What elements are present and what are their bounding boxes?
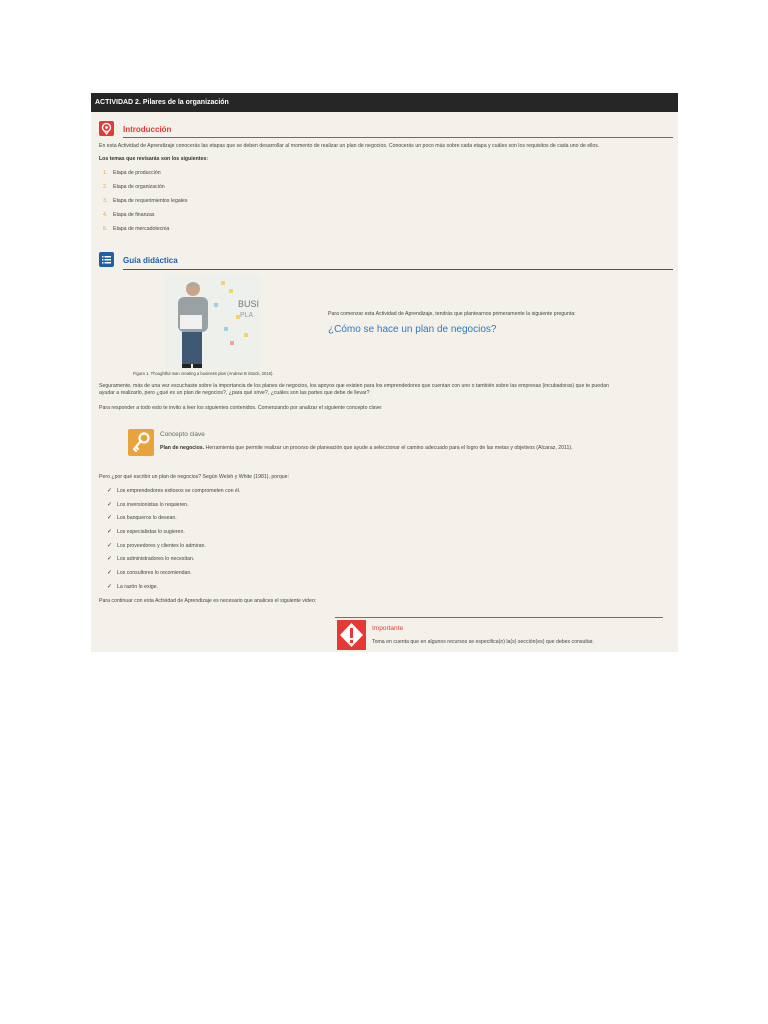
intro-divider: [123, 137, 673, 138]
topic-item: 1. Etapa de producción: [103, 170, 161, 176]
check-icon: ✓: [107, 570, 113, 576]
important-text: Toma en cuenta que en algunos recursos se especifica(n) la(s) sección(es) que debes consultar.: [372, 639, 594, 645]
activity-title-bar: ACTIVIDAD 2. Pilares de la organización: [91, 93, 678, 112]
check-icon: ✓: [107, 556, 113, 562]
figure-caption: Figura 1. Thoughtful man creating a business plan (Andrew B iStock, 2016).: [133, 371, 274, 376]
business-plan-photo: [166, 275, 261, 370]
reason-item: ✓ Los emprendedores exitosos se comprometen con él.: [107, 488, 241, 494]
topic-item: 4. Etapa de finanzas: [103, 212, 155, 218]
guide-divider: [123, 269, 673, 270]
reason-item: ✓ Los inversionistas lo requieren.: [107, 502, 189, 508]
check-icon: ✓: [107, 529, 113, 535]
reason-item: ✓ Los banqueros lo desean.: [107, 515, 177, 521]
important-divider: [335, 617, 663, 618]
importance-paragraph-line2: ayudar a realizarlo, pero ¿qué es un plan de negocios?, ¿para qué sirve?, ¿cuáles son las partes que debe de llevar?: [99, 390, 370, 396]
question-intro: Para comenzar esta Actividad de Aprendizaje, tendrás que plantearnos primeramente la siguiente pregunta:: [328, 311, 576, 317]
read-contents-text: Para responder a todo esto te invito a leer los siguientes contenidos. Comenzando por analizar el siguiente concepto clave:: [99, 405, 383, 411]
concept-title: Concepto clave: [160, 431, 205, 438]
warning-icon: [337, 620, 366, 650]
check-icon: ✓: [107, 502, 113, 508]
topic-item: 3. Etapa de requerimientos legales: [103, 198, 188, 204]
list-icon: [99, 252, 114, 267]
key-icon: [128, 429, 154, 456]
topic-item: 2. Etapa de organización: [103, 184, 165, 190]
check-icon: ✓: [107, 488, 113, 494]
reason-item: ✓ Los administradores lo necesitan.: [107, 556, 195, 562]
whiteboard-text: BUSI: [238, 299, 260, 309]
topic-item: 5. Etapa de mercadotecnia: [103, 226, 170, 232]
reason-item: ✓ Los consultores lo recomiendan.: [107, 570, 192, 576]
why-business-plan-text: Pero ¿por qué escribir un plan de negocios? Según Welsh y White (1981), porque:: [99, 474, 289, 480]
location-pin-icon: [99, 121, 114, 136]
video-intro-text: Para continuar con esta Actividad de Aprendizaje es necesario que analices el siguiente video:: [99, 598, 317, 604]
topics-heading: Los temas que revisarás son los siguientes:: [99, 156, 208, 162]
check-icon: ✓: [107, 543, 113, 549]
reason-item: ✓ La razón lo exige.: [107, 584, 158, 590]
key-question: ¿Cómo se hace un plan de negocios?: [328, 324, 497, 335]
reason-item: ✓ Los proveedores y clientes lo admiran.: [107, 543, 206, 549]
important-title: Importante: [372, 625, 404, 632]
guide-section-title: Guía didáctica: [123, 256, 178, 265]
importance-paragraph-line1: Seguramente, más de una vez escuchaste sobre la importancia de los planes de negocios, los apoyos que existen para los emprendedores que cuentan con uno o también sobre las empresas (incubadoras) que te puedan: [99, 383, 609, 389]
concept-definition: Plan de negocios. Herramienta que permite realizar un proceso de planeación que ayude a seleccionar el camino adecuado para el logro de las metas y objetivos (Alcaraz, 2011).: [160, 445, 573, 451]
check-icon: ✓: [107, 584, 113, 590]
check-icon: ✓: [107, 515, 113, 521]
document-page: [91, 93, 678, 652]
intro-section-title: Introducción: [123, 125, 172, 134]
reason-item: ✓ Los especialistas lo sugieren.: [107, 529, 185, 535]
svg-text:PLA: PLA: [240, 312, 254, 319]
intro-paragraph: En esta Actividad de Aprendizaje conocerás las etapas que se deben desarrollar al momento de realizar un plan de negocios. Conocerás un poco más sobre cada etapa y cuáles son los requisitos de cada uno de ellos.: [99, 143, 600, 149]
